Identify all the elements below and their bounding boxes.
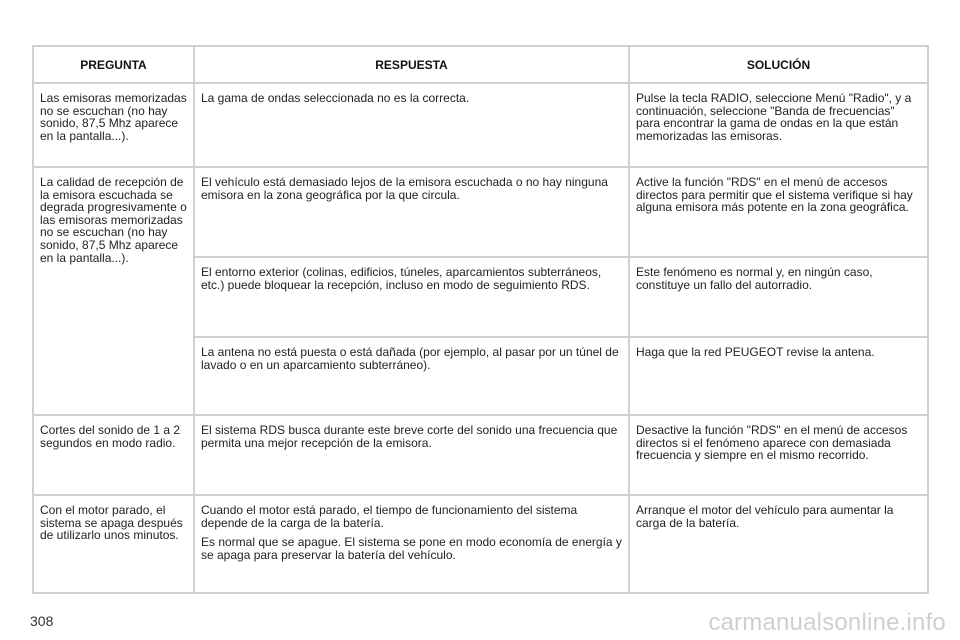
cell-respuesta-2b: El entorno exterior (colinas, edificios, túneles, aparcamientos subterráneos, etc.) puede bloquear la recepción, incluso en modo de seguimiento RDS.: [195, 258, 630, 338]
cell-respuesta-1: La gama de ondas seleccionada no es la correcta.: [195, 84, 630, 168]
watermark: carmanualsonline.info: [708, 609, 946, 636]
table-grid: [34, 47, 927, 592]
cell-solucion-4: Arranque el motor del vehículo para aumentar la carga de la batería.: [636, 503, 894, 530]
cell-solucion-3: Desactive la función "RDS" en el menú de accesos directos si el fenómeno aparece con demasiada frecuencia y siempre en el mismo recorrido.: [630, 416, 927, 496]
cell-respuesta-2c: La antena no está puesta o está dañada (por ejemplo, al pasar por un túnel de lavado o en un aparcamiento subterráneo).: [195, 338, 630, 416]
cell-solucion-2a: Active la función "RDS" en el menú de accesos directos para permitir que el sistema verifique si hay alguna emisora más potente en la zona geográfica.: [630, 168, 927, 258]
cell-solucion-2b: Este fenómeno es normal y, en ningún caso, constituye un fallo del autorradio.: [630, 258, 927, 338]
cell-pregunta-2: La calidad de recepción de la emisora escuchada se degrada progresivamente o las emisoras memorizadas no se escuchan (no hay sonido, 87,5 Mhz aparece en la pantalla...).: [34, 168, 195, 416]
header-solucion: SOLUCIÓN: [630, 47, 927, 84]
cell-pregunta-3: Cortes del sonido de 1 a 2 segundos en modo radio.: [34, 416, 195, 496]
respuesta-4-paragraph-2: Es normal que se apague. El sistema se pone en modo economía de energía y se apaga para preservar la batería del vehículo.: [201, 535, 622, 562]
cell-pregunta-4: Con el motor parado, el sistema se apaga después de utilizarlo unos minutos.: [34, 496, 195, 592]
header-respuesta: RESPUESTA: [195, 47, 630, 84]
cell-solucion-1: Pulse la tecla RADIO, seleccione Menú "Radio", y a continuación, seleccione "Banda de frecuencias" para encontrar la gama de ondas en la que están memorizadas las emisoras.: [630, 84, 927, 168]
cell-respuesta-4: [195, 496, 630, 592]
page-number: 308: [30, 613, 54, 629]
troubleshooting-table: [32, 45, 929, 594]
cell-respuesta-3: El sistema RDS busca durante este breve corte del sonido una frecuencia que permita una mejor recepción de la emisora.: [195, 416, 630, 496]
respuesta-4-paragraph-1: Cuando el motor está parado, el tiempo de funcionamiento del sistema depende de la carga de la batería.: [201, 503, 578, 530]
cell-solucion-2c: Haga que la red PEUGEOT revise la antena.: [630, 338, 927, 416]
cell-respuesta-2a: El vehículo está demasiado lejos de la emisora escuchada o no hay ninguna emisora en la zona geográfica por la que circula.: [195, 168, 630, 258]
cell-pregunta-1: Las emisoras memorizadas no se escuchan (no hay sonido, 87,5 Mhz aparece en la pantalla...).: [34, 84, 195, 168]
header-pregunta: PREGUNTA: [34, 47, 195, 84]
